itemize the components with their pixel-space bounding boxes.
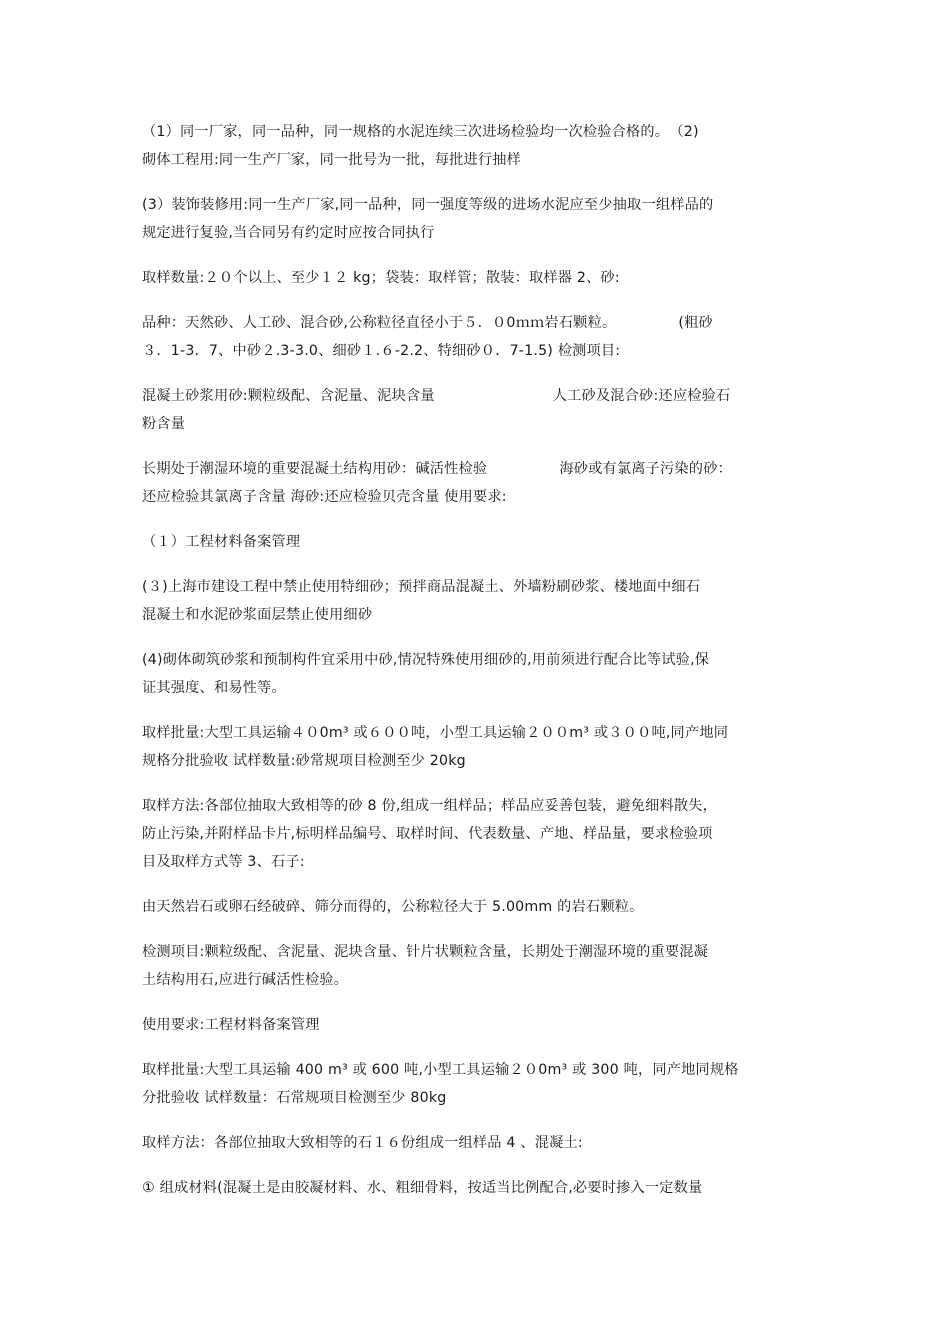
text-line: （1）同一厂家，同一品种，同一规格的水泥连续三次进场检验均一次检验合格的。 （2) [142,124,699,140]
paragraph-13 [142,938,814,994]
text-segment: 品种：天然砂、人工砂、混合砂,公称粒径直径小于５．０0ｍｍ岩石颗粒。 [142,315,617,331]
text-line: 取样方法:各部位抽取大致相等的砂 8 份,组成一组样品；样品应妥善包装，避免细料散失， [142,798,718,814]
text-line: 规定进行复验,当合同另有约定时应按合同执行 [142,225,435,241]
text-line: ３．1-3．7、中砂２.3-3.0、细砂１.６-2.2、特细砂０．7-1.5) 检测项目: [142,343,621,359]
text-line [142,309,814,337]
text-line: 还应检验其氯离子含量 海砂:还应检验贝壳含量 使用要求: [142,489,507,505]
paragraph-3 [142,264,814,292]
text-segment: (粗砂 [678,315,713,331]
paragraph-17 [142,1174,814,1202]
text-segment: 长期处于潮湿环境的重要混凝土结构用砂：碱活性检验 [142,461,488,477]
text-segment: 混凝土砂浆用砂:颗粒级配、含泥量、泥块含量 [142,388,435,404]
paragraph-9 [142,646,814,702]
text-line: 取样数量:２０个以上、至少１２ kg；袋装：取样管；散装：取样器 2、砂: [142,270,620,286]
text-segment: 人工砂及混合砂:还应检验石 [552,388,731,404]
text-line: 分批验收 试样数量：石常规项目检测至少 80kg [142,1090,447,1106]
paragraph-10 [142,719,814,775]
paragraph-2 [142,191,814,247]
text-line [142,382,814,410]
text-line: 防止污染,并附样品卡片,标明样品编号、取样时间、代表数量、产地、样品量，要求检验项 [142,826,713,842]
text-line: 取样批量:大型工具运输 400 m³ 或 600 吨,小型工具运输２０0m³ 或 300 吨，同产地同规格 [142,1062,739,1078]
text-line: 目及取样方式等 3、石子: [142,854,305,870]
paragraph-4 [142,309,814,365]
text-line: 检测项目:颗粒级配、含泥量、泥块含量、针片状颗粒含量，长期处于潮湿环境的重要混凝 [142,944,709,960]
paragraph-8 [142,573,814,629]
paragraph-14 [142,1011,814,1039]
document-body [142,118,814,1219]
text-line: 由天然岩石或卵石经破碎、筛分而得的，公称粒径大于 5.00mm 的岩石颗粒。 [142,899,644,915]
text-line [142,455,814,483]
text-line: 粉含量 [142,416,186,432]
text-line: 使用要求:工程材料备案管理 [142,1017,320,1033]
text-segment: 海砂或有氯离子污染的砂： [559,461,732,477]
paragraph-15 [142,1056,814,1112]
text-line: 取样批量:大型工具运输４０0m³ 或６００吨，小型工具运输２００m³ 或３００吨,同产地同 [142,725,729,741]
text-line: 取样方法：各部位抽取大致相等的石１６份组成一组样品 4 、混凝土: [142,1135,583,1151]
text-line: （１）工程材料备案管理 [142,534,301,550]
paragraph-11 [142,792,814,876]
text-line: (３)上海市建设工程中禁止使用特细砂；预拌商品混凝土、外墙粉刷砂浆、楼地面中细石 [142,579,701,595]
text-line: (3）装饰装修用:同一生产厂家,同一品种，同一强度等级的进场水泥应至少抽取一组样品的 [142,197,714,213]
text-line: ① 组成材料(混凝土是由胶凝材料、水、粗细骨料，按适当比例配合,必要时掺入一定数量 [142,1180,703,1196]
text-line: 规格分批验收 试样数量:砂常规项目检测至少 20kg [142,753,466,769]
text-line: 土结构用石,应进行碱活性检验。 [142,972,349,988]
text-line: 砌体工程用:同一生产厂家，同一批号为一批，每批进行抽样 [142,152,522,168]
text-line: 混凝土和水泥砂浆面层禁止使用细砂 [142,607,373,623]
paragraph-1 [142,118,814,174]
paragraph-5 [142,382,814,438]
paragraph-12 [142,893,814,921]
paragraph-7 [142,528,814,556]
text-line: (4)砌体砌筑砂浆和预制构件宜采用中砂,情况特殊使用细砂的,用前须进行配合比等试验,保 [142,652,710,668]
paragraph-16 [142,1129,814,1157]
paragraph-6 [142,455,814,511]
text-line: 证其强度、和易性等。 [142,680,286,696]
